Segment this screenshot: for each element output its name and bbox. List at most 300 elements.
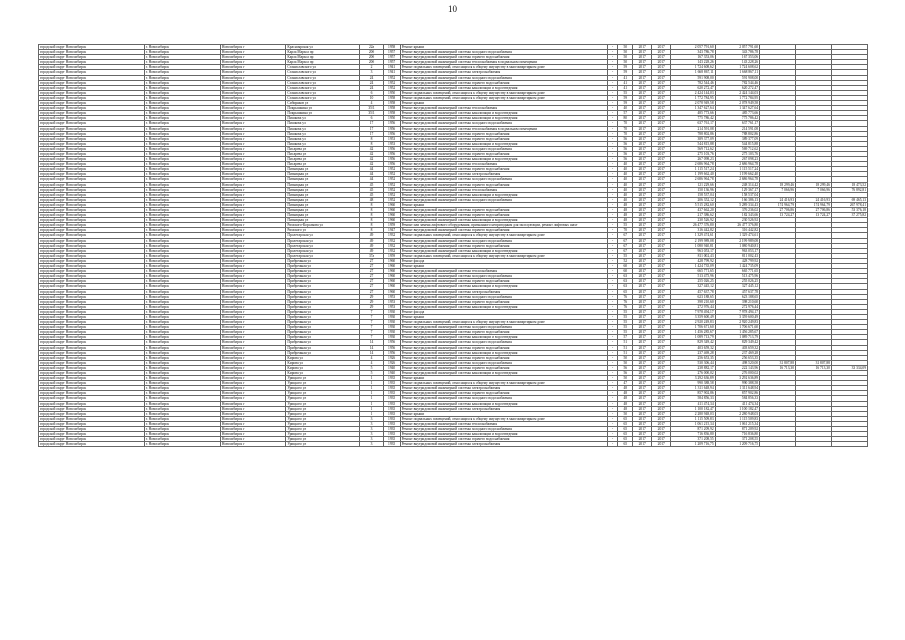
- table-cell-work: Ремонт внутридомовой инженерной системы горячего водоснабжения: [400, 299, 607, 304]
- table-cell-street: Станиславского ул: [286, 85, 360, 90]
- table-cell-settlement: г. Новосибирск: [144, 330, 220, 335]
- table-cell-city: Новосибирск г: [220, 55, 286, 60]
- table-cell-percent: 40: [618, 167, 633, 172]
- table-cell-dash: -: [607, 314, 618, 319]
- table-cell-dash: -: [607, 258, 618, 263]
- table-cell-municipality: городской округ Новосибирск: [39, 116, 145, 121]
- table-cell-dash: -: [607, 330, 618, 335]
- table-cell-percent: 56: [618, 151, 633, 156]
- table-cell-year_to: 2017: [652, 95, 671, 100]
- table-row: [39, 294, 868, 299]
- table-cell-year_from: 2017: [633, 167, 652, 172]
- table-cell-city: Новосибирск г: [220, 376, 286, 381]
- table-cell-year_to: 2017: [652, 406, 671, 411]
- table-cell-cost_total: 143 228,26: [671, 60, 715, 65]
- table-cell-year_to: 2017: [652, 80, 671, 85]
- table-cell-year: 1956: [383, 340, 400, 345]
- table-cell-cost_total: 716 836,80: [671, 432, 715, 437]
- table-cell-house: 2: [360, 65, 383, 70]
- table-cell-year_from: 2017: [633, 411, 652, 416]
- table-cell-settlement: г. Новосибирск: [144, 437, 220, 442]
- table-cell-settlement: г. Новосибирск: [144, 80, 220, 85]
- table-cell-year_from: 2017: [633, 386, 652, 391]
- table-cell-city: Новосибирск г: [220, 233, 286, 238]
- table-cell-year_from: 2017: [633, 432, 652, 437]
- table-cell-cost_total: 623 188,65: [671, 294, 715, 299]
- table-cell-cost_a: 1 209 716,75: [715, 442, 759, 447]
- table-cell-year_from: 2017: [633, 360, 652, 365]
- table-cell-house: 6: [360, 116, 383, 121]
- table-cell-street: Пятницкая ул: [286, 177, 360, 182]
- table-cell-year: 1947: [383, 228, 400, 233]
- table-row: [39, 157, 868, 162]
- table-cell-percent: 60: [618, 264, 633, 269]
- table-cell-settlement: г. Новосибирск: [144, 360, 220, 365]
- table-cell-cost_a: 963 053,17: [715, 248, 759, 253]
- table-cell-cost_a: 498 520,00: [715, 360, 759, 365]
- table-cell-city: Новосибирск г: [220, 371, 286, 376]
- table-cell-house: 27: [360, 279, 383, 284]
- table-cell-work: Ремонт фасада: [400, 309, 607, 314]
- table-cell-work: Ремонт внутридомовой инженерной системы холодного водоснабжения: [400, 396, 607, 401]
- table-cell-year_to: 2017: [652, 85, 671, 90]
- table-row: [39, 269, 868, 274]
- table-cell-year_to: 2017: [652, 106, 671, 111]
- table-cell-cost_a: 665 771,65: [715, 269, 759, 274]
- table-cell-cost_total: 544 815,88: [671, 141, 715, 146]
- table-cell-year_from: 2017: [633, 309, 652, 314]
- table-cell-percent: 50: [618, 60, 633, 65]
- table-cell-year_from: 2017: [633, 192, 652, 197]
- table-cell-city: Новосибирск г: [220, 299, 286, 304]
- table-cell-work: Ремонт внутридомовой инженерной системы горячего водоснабжения: [400, 279, 607, 284]
- table-cell-cost_a: 788 802,86: [715, 131, 759, 136]
- table-cell-percent: 65: [618, 427, 633, 432]
- table-cell-city: Новосибирск г: [220, 345, 286, 350]
- table-cell-percent: 65: [618, 416, 633, 421]
- table-cell-dash: -: [607, 90, 618, 95]
- table-cell-settlement: г. Новосибирск: [144, 269, 220, 274]
- table-cell-year_from: 2017: [633, 289, 652, 294]
- table-cell-dash: -: [607, 411, 618, 416]
- table-cell-street: Кирова ул: [286, 365, 360, 370]
- table-cell-house: 27: [360, 289, 383, 294]
- table-cell-cost_total: 1 115 509,83: [671, 416, 715, 421]
- table-cell-settlement: г. Новосибирск: [144, 421, 220, 426]
- table-row: [39, 90, 868, 95]
- table-cell-cost_a: 275 103,76: [715, 151, 759, 156]
- table-cell-year: 1960: [383, 258, 400, 263]
- table-cell-cost_a: 272 976,44: [715, 304, 759, 309]
- table-cell-year: 1930: [383, 320, 400, 325]
- table-row: [39, 330, 868, 335]
- table-cell-percent: 52: [618, 258, 633, 263]
- table-cell-city: Новосибирск г: [220, 416, 286, 421]
- table-cell-dash: -: [607, 421, 618, 426]
- table-cell-street: Пятницкая ул: [286, 208, 360, 213]
- table-cell-year_from: 2017: [633, 269, 652, 274]
- table-cell-cost_total: 3 292 636,89: [671, 376, 715, 381]
- table-cell-work: Ремонт подвальных помещений, относящихся к общему имуществу в многоквартирном доме: [400, 65, 607, 70]
- table-cell-street: Покрышкина ул: [286, 106, 360, 111]
- table-cell-house: 3: [360, 427, 383, 432]
- table-row: [39, 284, 868, 289]
- table-cell-city: Новосибирск г: [220, 325, 286, 330]
- table-cell-municipality: городской округ Новосибирск: [39, 401, 145, 406]
- table-cell-dash: -: [607, 294, 618, 299]
- table-cell-year_from: 2017: [633, 116, 652, 121]
- table-cell-settlement: г. Новосибирск: [144, 258, 220, 263]
- table-cell-city: Новосибирск г: [220, 106, 286, 111]
- table-cell-percent: 40: [618, 177, 633, 182]
- table-cell-settlement: г. Новосибирск: [144, 218, 220, 223]
- table-cell-city: Новосибирск г: [220, 45, 286, 50]
- table-cell-dash: -: [607, 65, 618, 70]
- table-cell-cost_total: 530 306,44: [671, 360, 715, 365]
- table-cell-city: Новосибирск г: [220, 294, 286, 299]
- table-cell-settlement: г. Новосибирск: [144, 197, 220, 202]
- table-cell-cost_a: 248 314,42: [715, 182, 759, 187]
- table-cell-work: Ремонт внутридомовой инженерной системы канализации и водоотведения: [400, 371, 607, 376]
- table-cell-municipality: городской округ Новосибирск: [39, 218, 145, 223]
- table-cell-settlement: г. Новосибирск: [144, 350, 220, 355]
- table-cell-municipality: городской округ Новосибирск: [39, 304, 145, 309]
- table-cell-year_to: 2017: [652, 116, 671, 121]
- table-cell-cost_a: 1 100 182,47: [715, 406, 759, 411]
- table-cell-year_from: 2017: [633, 60, 652, 65]
- table-row: [39, 279, 868, 284]
- table-cell-year_to: 2017: [652, 223, 671, 228]
- table-cell-percent: 55: [618, 90, 633, 95]
- table-cell-street: Писарева ул: [286, 146, 360, 151]
- table-row: [39, 65, 868, 70]
- table-cell-municipality: городской округ Новосибирск: [39, 121, 145, 126]
- table-cell-cost_total: 343 786,78: [671, 50, 715, 55]
- table-cell-year_to: 2017: [652, 187, 671, 192]
- table-cell-year_to: 2017: [652, 208, 671, 213]
- table-cell-cost_c: [796, 442, 832, 447]
- table-cell-street: Пишкова ул: [286, 121, 360, 126]
- table-cell-cost_total: 267 098,23: [671, 157, 715, 162]
- table-cell-settlement: г. Новосибирск: [144, 85, 220, 90]
- table-cell-year: 1935: [383, 396, 400, 401]
- table-cell-cost_a: 255 026,25: [715, 279, 759, 284]
- table-cell-street: Урицкого ул: [286, 421, 360, 426]
- table-cell-work: Ремонт внутридомовой инженерной системы холодного водоснабжения: [400, 50, 607, 55]
- table-cell-street: Станиславского ул: [286, 70, 360, 75]
- table-cell-municipality: городской округ Новосибирск: [39, 345, 145, 350]
- table-cell-cost_c: 13 724,27: [796, 213, 832, 218]
- table-cell-percent: 50: [618, 50, 633, 55]
- table-cell-year_to: 2017: [652, 243, 671, 248]
- table-cell-year_from: 2017: [633, 202, 652, 207]
- table-row: [39, 427, 868, 432]
- table-cell-work: Ремонт внутридомовой инженерной системы горячего водоснабжения: [400, 437, 607, 442]
- table-cell-municipality: городской округ Новосибирск: [39, 233, 145, 238]
- table-cell-cost_a: 1 199 662,40: [715, 172, 759, 177]
- table-cell-year_to: 2017: [652, 101, 671, 106]
- table-cell-cost_a: 1 668 867,11: [715, 70, 759, 75]
- table-cell-settlement: г. Новосибирск: [144, 101, 220, 106]
- table-cell-municipality: городской округ Новосибирск: [39, 279, 145, 284]
- table-cell-year_to: 2017: [652, 427, 671, 432]
- table-cell-year_to: 2017: [652, 65, 671, 70]
- table-cell-municipality: городской округ Новосибирск: [39, 314, 145, 319]
- table-cell-city: Новосибирск г: [220, 151, 286, 156]
- table-cell-work: Ремонт внутридомовой инженерной системы холодного водоснабжения: [400, 274, 607, 279]
- table-row: [39, 432, 868, 437]
- table-cell-cost_c: 16 713,30: [796, 365, 832, 370]
- table-cell-year_from: 2017: [633, 406, 652, 411]
- table-cell-year_to: 2017: [652, 299, 671, 304]
- table-cell-municipality: городской округ Новосибирск: [39, 162, 145, 167]
- table-cell-dash: -: [607, 177, 618, 182]
- table-cell-year_to: 2017: [652, 355, 671, 360]
- table-cell-street: Станиславского ул: [286, 75, 360, 80]
- table-cell-city: Новосибирск г: [220, 396, 286, 401]
- table-cell-year: 1932: [383, 243, 400, 248]
- table-cell-year_from: 2017: [633, 101, 652, 106]
- table-cell-year_from: 2017: [633, 126, 652, 131]
- table-cell-cost_total: 272 976,44: [671, 304, 715, 309]
- table-cell-dash: -: [607, 376, 618, 381]
- table-cell-cost_total: 3 359 600,49: [671, 314, 715, 319]
- table-cell-year_from: 2017: [633, 355, 652, 360]
- table-cell-year: 1930: [383, 325, 400, 330]
- table-cell-percent: 63: [618, 274, 633, 279]
- table-cell-city: Новосибирск г: [220, 406, 286, 411]
- table-cell-municipality: городской округ Новосибирск: [39, 111, 145, 116]
- table-cell-year_from: 2017: [633, 177, 652, 182]
- table-cell-year_from: 2017: [633, 294, 652, 299]
- table-cell-year_from: 2017: [633, 55, 652, 60]
- table-cell-year_to: 2017: [652, 391, 671, 396]
- table-cell-percent: 65: [618, 442, 633, 447]
- table-cell-percent: 67: [618, 248, 633, 253]
- table-cell-percent: 51: [618, 340, 633, 345]
- table-cell-year_to: 2017: [652, 269, 671, 274]
- table-cell-city: Новосибирск г: [220, 167, 286, 172]
- table-cell-dash: -: [607, 162, 618, 167]
- table-cell-percent: 41: [618, 85, 633, 90]
- table-cell-year_from: 2017: [633, 151, 652, 156]
- table-cell-house: 3: [360, 70, 383, 75]
- table-cell-cost_total: 327 445,12: [671, 284, 715, 289]
- table-cell-year_to: 2017: [652, 437, 671, 442]
- table-cell-city: Новосибирск г: [220, 75, 286, 80]
- table-cell-dash: -: [607, 437, 618, 442]
- table-row: [39, 391, 868, 396]
- table-cell-street: Кирова ул: [286, 355, 360, 360]
- table-cell-year: 1960: [383, 284, 400, 289]
- table-cell-year: 1958: [383, 45, 400, 50]
- table-cell-municipality: городской округ Новосибирск: [39, 243, 145, 248]
- table-cell-year_to: 2017: [652, 248, 671, 253]
- table-cell-house: 49: [360, 243, 383, 248]
- table-cell-house: 3: [360, 416, 383, 421]
- table-cell-cost_b: 31 807,88: [760, 360, 796, 365]
- table-cell-municipality: городской округ Новосибирск: [39, 274, 145, 279]
- table-cell-city: Новосибирск г: [220, 411, 286, 416]
- table-cell-cost_d: [831, 442, 867, 447]
- table-row: [39, 248, 868, 253]
- table-cell-street: Писарева ул: [286, 157, 360, 162]
- table-cell-house: 3: [360, 421, 383, 426]
- table-cell-street: Писарева ул: [286, 162, 360, 167]
- table-cell-house: 7: [360, 320, 383, 325]
- table-cell-municipality: городской округ Новосибирск: [39, 299, 145, 304]
- table-cell-percent: 50: [618, 376, 633, 381]
- table-cell-municipality: городской округ Новосибирск: [39, 213, 145, 218]
- table-cell-cost_total: 1 089 713,79: [671, 335, 715, 340]
- table-cell-city: Новосибирск г: [220, 350, 286, 355]
- table-cell-settlement: г. Новосибирск: [144, 192, 220, 197]
- table-cell-work: Ремонт внутридомовой инженерной системы электроснабжения: [400, 442, 607, 447]
- table-cell-house: 5: [360, 365, 383, 370]
- table-cell-dash: -: [607, 427, 618, 432]
- table-cell-year_from: 2017: [633, 264, 652, 269]
- table-cell-dash: -: [607, 274, 618, 279]
- table-cell-cost_total: 485 773,66: [671, 111, 715, 116]
- table-cell-cost_total: 829 349,42: [671, 340, 715, 345]
- table-cell-house: 44: [360, 167, 383, 172]
- table-cell-dash: -: [607, 432, 618, 437]
- table-cell-work: Ремонт подвальных помещений, относящихся к общему имуществу в многоквартирном доме: [400, 320, 607, 325]
- table-cell-percent: 65: [618, 432, 633, 437]
- table-cell-cost_total: 389 377,09: [671, 136, 715, 141]
- table-cell-house: 24: [360, 75, 383, 80]
- table-cell-house: 3: [360, 437, 383, 442]
- table-cell-work: Ремонт внутридомовой инженерной системы канализации и водоотведения: [400, 157, 607, 162]
- table-cell-street: Пятницкая ул: [286, 197, 360, 202]
- table-cell-year_to: 2017: [652, 371, 671, 376]
- table-cell-cost_a: 3 359 600,49: [715, 314, 759, 319]
- table-cell-year_to: 2017: [652, 126, 671, 131]
- table-row: [39, 55, 868, 60]
- table-cell-street: Пишкова ул: [286, 126, 360, 131]
- table-cell-work: Ремонт внутридомовой инженерной системы горячего водоснабжения: [400, 345, 607, 350]
- table-cell-year: 1930: [383, 330, 400, 335]
- table-cell-dash: -: [607, 80, 618, 85]
- table-row: [39, 442, 868, 447]
- table-cell-percent: 67: [618, 243, 633, 248]
- table-cell-percent: 48: [618, 202, 633, 207]
- table-cell-house: 42: [360, 157, 383, 162]
- table-cell-year: 1935: [383, 421, 400, 426]
- table-cell-house: 1: [360, 376, 383, 381]
- table-cell-percent: 48: [618, 208, 633, 213]
- table-cell-dash: -: [607, 157, 618, 162]
- table-cell-cost_a: 237 469,28: [715, 350, 759, 355]
- table-cell-settlement: г. Новосибирск: [144, 228, 220, 233]
- table-cell-percent: 50: [618, 55, 633, 60]
- table-cell-cost_c: 18 299,46: [796, 182, 832, 187]
- table-cell-street: Пролетарская ул: [286, 238, 360, 243]
- table-cell-percent: 56: [618, 136, 633, 141]
- table-cell-house: 1: [360, 386, 383, 391]
- table-cell-settlement: г. Новосибирск: [144, 309, 220, 314]
- table-cell-municipality: городской округ Новосибирск: [39, 371, 145, 376]
- table-cell-year_from: 2017: [633, 330, 652, 335]
- table-cell-year_from: 2017: [633, 136, 652, 141]
- table-cell-year: 1956: [383, 121, 400, 126]
- table-row: [39, 233, 868, 238]
- table-cell-municipality: городской округ Новосибирск: [39, 60, 145, 65]
- table-cell-year: 1950: [383, 116, 400, 121]
- table-cell-street: Карла Маркса пр: [286, 60, 360, 65]
- table-cell-city: Новосибирск г: [220, 248, 286, 253]
- table-cell-percent: 50: [618, 45, 633, 50]
- table-cell-city: Новосибирск г: [220, 208, 286, 213]
- table-cell-municipality: городской округ Новосибирск: [39, 70, 145, 75]
- table-cell-work: Ремонт внутридомовой инженерной системы электроснабжения: [400, 289, 607, 294]
- table-cell-cost_total: 569 712,62: [671, 146, 715, 151]
- table-cell-house: 27: [360, 274, 383, 279]
- table-cell-year_from: 2017: [633, 416, 652, 421]
- table-row: [39, 131, 868, 136]
- table-cell-year_to: 2017: [652, 279, 671, 284]
- table-cell-cost_a: 544 815,88: [715, 141, 759, 146]
- table-row: [39, 223, 868, 228]
- table-cell-percent: 47: [618, 381, 633, 386]
- table-cell-municipality: городской округ Новосибирск: [39, 335, 145, 340]
- table-cell-percent: 56: [618, 141, 633, 146]
- table-cell-work: Ремонт внутридомовой инженерной системы холодного водоснабжения: [400, 197, 607, 202]
- table-cell-percent: 59: [618, 65, 633, 70]
- table-row: [39, 238, 868, 243]
- table-cell-percent: 50: [618, 411, 633, 416]
- table-cell-work: Ремонт внутридомовой инженерной системы горячего водоснабжения: [400, 131, 607, 136]
- table-cell-cost_a: 775 786,42: [715, 116, 759, 121]
- table-cell-street: Пролетарская ул: [286, 253, 360, 258]
- table-cell-cost_total: 275 103,76: [671, 151, 715, 156]
- table-cell-municipality: городской округ Новосибирск: [39, 406, 145, 411]
- table-cell-dash: -: [607, 253, 618, 258]
- table-cell-percent: 48: [618, 396, 633, 401]
- table-cell-work: Ремонт внутридомовой инженерной системы горячего водоснабжения: [400, 208, 607, 213]
- table-cell-year: 1935: [383, 416, 400, 421]
- table-cell-street: Пятницкая ул: [286, 187, 360, 192]
- table-cell-percent: 76: [618, 304, 633, 309]
- table-cell-cost_total: 1 668 867,11: [671, 70, 715, 75]
- table-cell-cost_a: 1 061 215,34: [715, 421, 759, 426]
- table-cell-city: Новосибирск г: [220, 330, 286, 335]
- table-cell-dash: -: [607, 223, 618, 228]
- table-cell-settlement: г. Новосибирск: [144, 136, 220, 141]
- table-cell-percent: 65: [618, 421, 633, 426]
- table-row: [39, 325, 868, 330]
- table-cell-year_to: 2017: [652, 376, 671, 381]
- table-cell-year_from: 2017: [633, 50, 652, 55]
- table-cell-dash: -: [607, 416, 618, 421]
- table-cell-settlement: г. Новосибирск: [144, 95, 220, 100]
- table-cell-year_from: 2017: [633, 45, 652, 50]
- table-cell-cost_total: 1 115 517,24: [671, 167, 715, 172]
- table-cell-settlement: г. Новосибирск: [144, 238, 220, 243]
- table-cell-cost_c: 174 964,79: [796, 202, 832, 207]
- table-cell-percent: 55: [618, 325, 633, 330]
- table-cell-municipality: городской округ Новосибирск: [39, 376, 145, 381]
- table-cell-year: 1960: [383, 289, 400, 294]
- table-cell-house: 20б: [360, 50, 383, 55]
- table-cell-dash: -: [607, 243, 618, 248]
- table-cell-year_from: 2017: [633, 376, 652, 381]
- table-cell-year: 1952: [383, 167, 400, 172]
- table-cell-work: Ремонт внутридомовой инженерной системы канализации и водоотведения: [400, 116, 607, 121]
- table-cell-municipality: городской округ Новосибирск: [39, 197, 145, 202]
- table-cell-cost_c: 7 066,96: [796, 187, 832, 192]
- table-cell-house: 48: [360, 197, 383, 202]
